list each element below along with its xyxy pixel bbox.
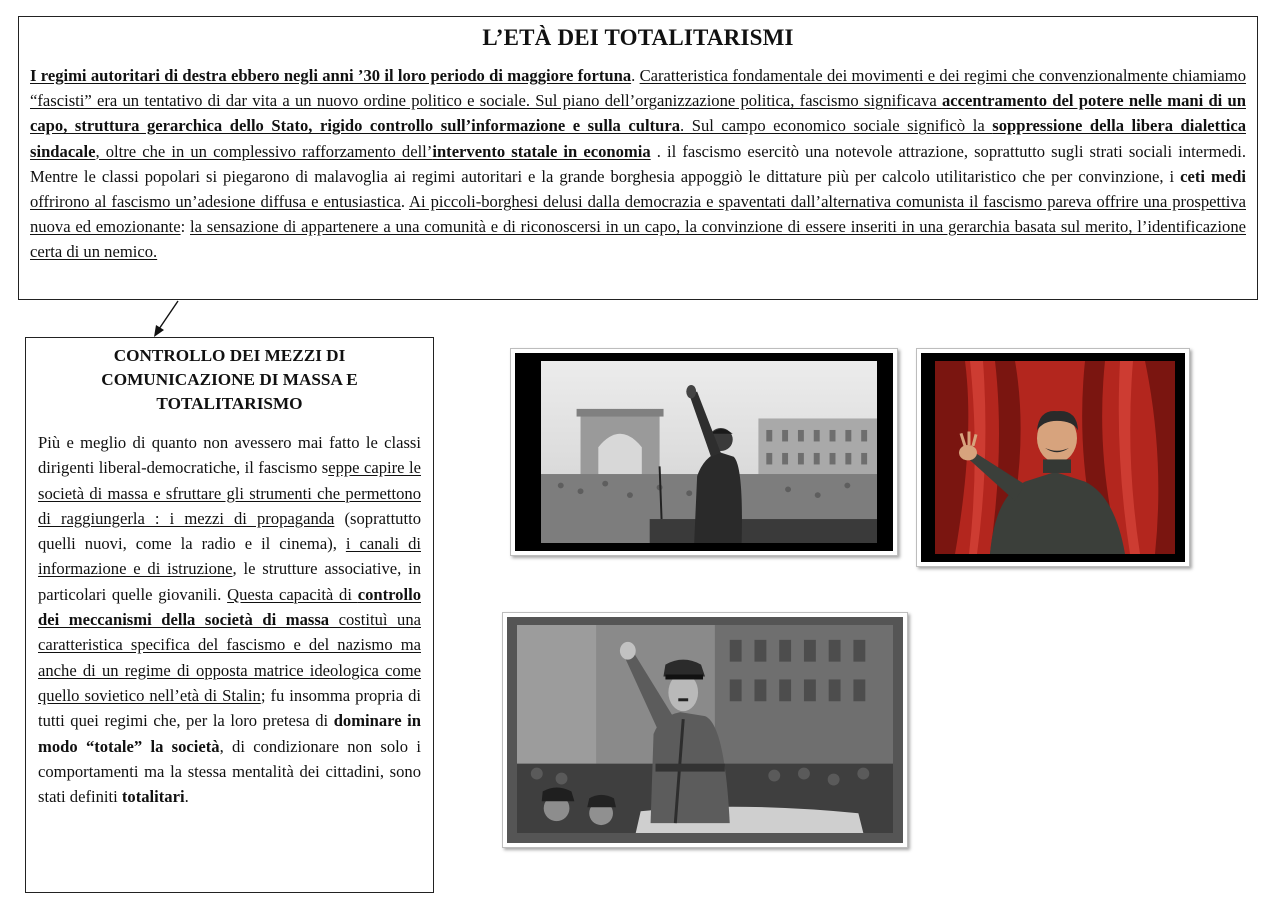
main-text-segment: : — [180, 217, 191, 237]
side-underlined-text: i canali di informazione e di istruzione — [38, 534, 421, 579]
main-text-box — [18, 16, 1258, 300]
side-paragraph — [38, 430, 421, 809]
main-underlined-text: Ai piccoli-borghesi delusi dalla democrazia e spaventati dall’alternativa comunista il fascismo pareva offrire una prospettiva nuova ed emozionante — [30, 192, 1246, 237]
side-bold-text: dominare in modo “totale” la società — [38, 711, 422, 756]
main-bold-text: soppressione della libera dialettica sindacale — [30, 116, 1246, 161]
main-bold-text: ceti medi — [1180, 166, 1247, 186]
stalin-illustration — [935, 361, 1175, 554]
main-underlined-text: , oltre che in un complessivo rafforzamento dell’ — [95, 141, 433, 161]
side-text-segment: . — [184, 787, 189, 807]
side-text-segment: , di condizionare non solo i comportamenti ma la stessa mentalità dei cittadini, sono stati definiti — [38, 736, 421, 807]
side-text-segment: (soprattutto quelli nuovi, come la radio e il cinema), — [38, 508, 421, 554]
mussolini-photo — [510, 348, 898, 556]
side-box-title: CONTROLLO DEI MEZZI DI COMUNICAZIONE DI MASSA E TOTALITARISMO — [101, 346, 358, 413]
main-paragraph — [30, 63, 1246, 265]
hitler-illustration — [517, 625, 893, 833]
main-text-segment: . — [631, 66, 640, 85]
main-underlined-text: . Sul campo economico sociale significò la — [680, 116, 993, 136]
side-bold-text: controllo dei meccanismi della società di massa — [38, 584, 421, 630]
side-text-segment: ; fu insomma propria di tutti quei regimi che, per la loro pretesa di — [38, 685, 421, 731]
side-underlined-text: eppe capire le società di massa e sfruttare gli strumenti che permettono di raggiungerla : i mezzi di propaganda — [38, 458, 421, 528]
side-text-segment: Più e meglio di quanto non avessero mai fatto le classi dirigenti liberal-democratiche, il fascismo s — [38, 433, 421, 478]
page-title: L’ETÀ DEI TOTALITARISMI — [482, 25, 794, 50]
stalin-photo — [916, 348, 1190, 567]
main-bold-text: intervento statale in economia — [432, 141, 651, 161]
main-text-segment: . — [400, 192, 410, 212]
side-underlined-text: Questa capacità di — [227, 584, 358, 604]
main-lead-sentence: I regimi autoritari di destra ebbero negli anni ’30 il loro periodo di maggiore fortuna — [30, 66, 632, 85]
main-underlined-text: Caratteristica fondamentale dei movimenti e dei regimi che convenzionalmente chiamiamo “fascisti” era un tentativo di dar vita a un nuovo ordine politico e sociale. Sul piano dell’organizzazione politica, fascismo significava — [30, 66, 1247, 111]
main-text-segment: . il fascismo esercitò una notevole attrazione, soprattutto sugli strati sociali intermedi. Mentre le classi popolari si piegarono di malavoglia ai regimi autoritari e la grande borghesia appoggiò le dittature più per calcolo utilitaristico che per convinzione, i — [30, 141, 1246, 186]
side-bold-text: totalitari — [121, 787, 185, 807]
main-underlined-text: offrirono al fascismo un’adesione diffusa e entusiastica — [30, 192, 401, 212]
side-text-box — [25, 337, 434, 893]
hitler-photo — [502, 612, 908, 848]
main-underlined-text: la sensazione di appartenere a una comunità e di riconoscersi in un capo, la convinzione di essere inseriti in una gerarchia basata sul merito, l’identificazione certa di un nemico. — [30, 217, 1246, 262]
connector-arrow-icon — [150, 300, 180, 340]
mussolini-illustration — [541, 361, 877, 543]
side-text-segment: , le strutture associative, in particolari quelle giovanili. — [38, 559, 421, 604]
main-bold-text: accentramento del potere nelle mani di un capo, struttura gerarchica dello Stato, rigido controllo sull’informazione e sulla cultura — [30, 91, 1246, 136]
side-underlined-text: costituì una caratteristica specifica del fascismo e del nazismo ma anche di un regime di opposta matrice ideologica come quello sovietico nell’età di Stalin — [38, 610, 421, 705]
